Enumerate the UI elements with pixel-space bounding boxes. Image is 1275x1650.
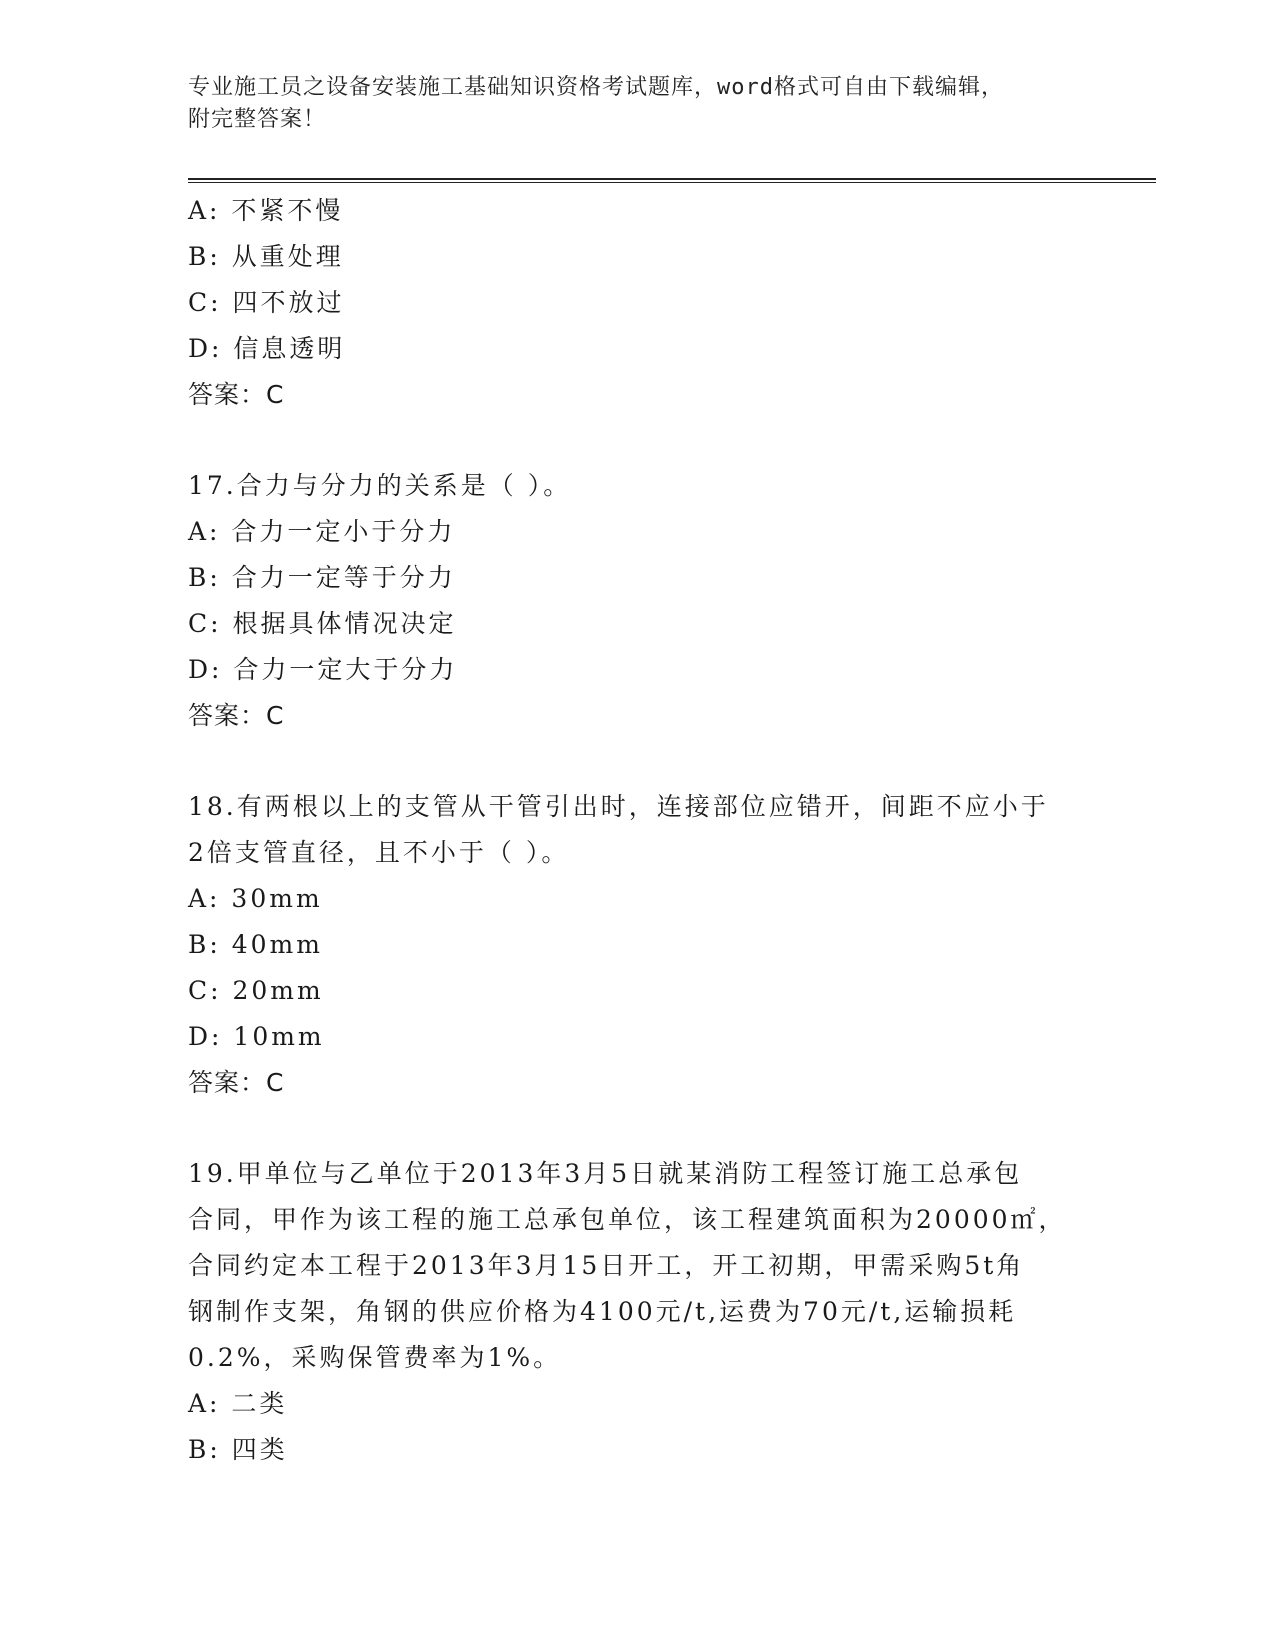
header-line-1: 专业施工员之设备安装施工基础知识资格考试题库，word格式可自由下载编辑， bbox=[188, 75, 1004, 100]
option-a: A: 合力一定小于分力 bbox=[188, 517, 456, 546]
option-b: B: 合力一定等于分力 bbox=[188, 563, 456, 592]
question-18 bbox=[188, 784, 1088, 1106]
option-b: B: 从重处理 bbox=[188, 242, 344, 271]
header-line-2: 附完整答案！ bbox=[188, 107, 327, 132]
question-text-line-2: 合同，甲作为该工程的施工总承包单位，该工程建筑面积为20000㎡， bbox=[188, 1205, 1067, 1234]
question-text-line-1: 18.有两根以上的支管从干管引出时，连接部位应错开，间距不应小于 bbox=[188, 792, 1049, 821]
header-divider bbox=[188, 178, 1156, 183]
option-a: A: 30mm bbox=[188, 884, 323, 913]
answer: 答案：C bbox=[188, 380, 285, 409]
question-text-line-5: 0.2%，采购保管费率为1%。 bbox=[188, 1343, 562, 1372]
option-c: C: 四不放过 bbox=[188, 288, 345, 317]
question-list bbox=[188, 188, 1088, 1473]
question-text: 17.合力与分力的关系是（ ）。 bbox=[188, 471, 572, 500]
option-d: D: 10mm bbox=[188, 1022, 325, 1051]
option-a: A: 不紧不慢 bbox=[188, 196, 344, 225]
question-17 bbox=[188, 463, 1088, 739]
option-d: D: 合力一定大于分力 bbox=[188, 655, 458, 684]
question-text-line-1: 19.甲单位与乙单位于2013年3月5日就某消防工程签订施工总承包 bbox=[188, 1159, 1023, 1188]
question-text-line-4: 钢制作支架，角钢的供应价格为4100元/t,运费为70元/t,运输损耗 bbox=[188, 1297, 1017, 1326]
option-a: A: 二类 bbox=[188, 1389, 288, 1418]
option-b: B: 40mm bbox=[188, 930, 323, 959]
answer: 答案：C bbox=[188, 701, 285, 730]
question-16 bbox=[188, 188, 1088, 418]
option-b: B: 四类 bbox=[188, 1435, 288, 1464]
option-c: C: 20mm bbox=[188, 976, 324, 1005]
spacer bbox=[188, 418, 1088, 463]
spacer bbox=[188, 739, 1088, 784]
spacer bbox=[188, 1106, 1088, 1151]
question-text-line-2: 2倍支管直径，且不小于（ ）。 bbox=[188, 838, 570, 867]
answer: 答案：C bbox=[188, 1068, 285, 1097]
option-c: C: 根据具体情况决定 bbox=[188, 609, 457, 638]
question-19 bbox=[188, 1151, 1088, 1473]
option-d: D: 信息透明 bbox=[188, 334, 346, 363]
question-text-line-3: 合同约定本工程于2013年3月15日开工，开工初期，甲需采购5t角 bbox=[188, 1251, 1025, 1280]
document-header bbox=[188, 72, 1068, 136]
